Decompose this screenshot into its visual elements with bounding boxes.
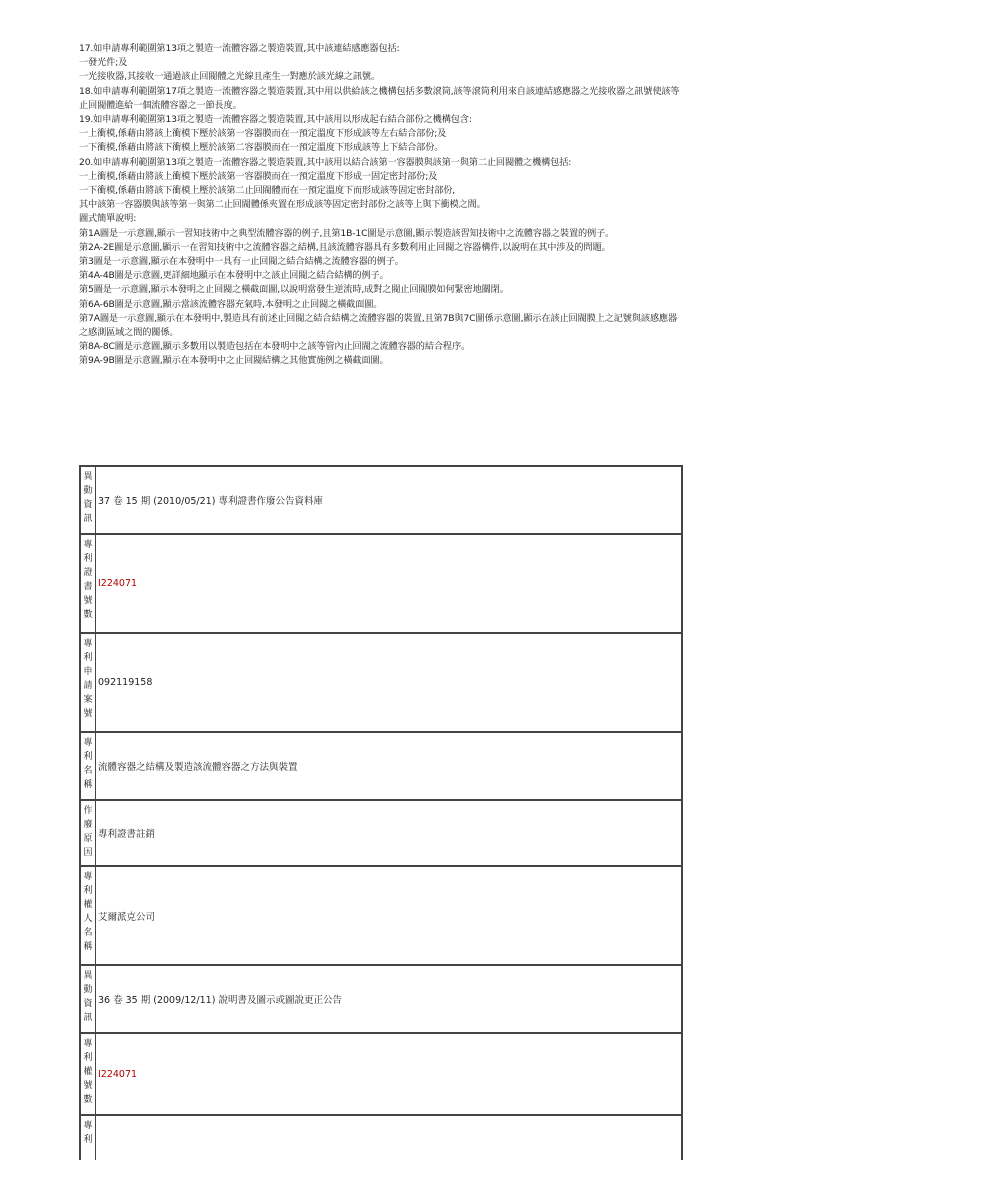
row-label: 專利名稱 xyxy=(81,733,96,799)
table-row xyxy=(81,733,681,801)
patent-right-number: I224071 xyxy=(98,1068,138,1080)
row-label: 專利權人名稱 xyxy=(81,867,96,964)
claim-19-item-2: 一下衝模,係藉由將該下衝模上壓於該第二容器膜而在一預定溫度下形成該等上下結合部份。 xyxy=(79,142,444,154)
claim-17-item-1: 一發光件;及 xyxy=(79,57,128,69)
table-row xyxy=(81,634,681,733)
table-row xyxy=(81,1116,681,1160)
table-row xyxy=(81,801,681,867)
figure-desc-1: 第1A圖是一示意圖,顯示一習知技術中之典型流體容器的例子,且第1B-1C圖是示意圖,顯示製造該習知技術中之流體容器之裝置的例子。 xyxy=(79,227,615,239)
claim-20-item-3: 其中該第一容器膜與該等第一與第二止回閥體係夾置在形成該等固定密封部份之該等上與下衝模之間。 xyxy=(79,199,486,211)
claim-19-item-1: 一上衝模,係藉由將該上衝模下壓於該第一容器膜而在一預定溫度下形成該等左右結合部份;及 xyxy=(79,128,447,140)
row-value: 36 卷 35 期 (2009/12/11) 說明書及圖示或圖說更正公告 xyxy=(98,995,342,1006)
row-label: 專利申請案號 xyxy=(81,634,96,731)
table-row xyxy=(81,535,681,634)
table-row xyxy=(81,467,681,535)
figure-desc-2: 第2A-2E圖是示意圖,顯示一在習知技術中之流體容器之結構,且該流體容器具有多數利用止回閥之容器構件,以說明在其中涉及的問題。 xyxy=(79,241,611,253)
figure-desc-4: 第4A-4B圖是示意圖,更詳細地顯示在本發明中之該止回閥之結合結構的例子。 xyxy=(79,270,389,282)
table-row xyxy=(81,1034,681,1116)
table-row xyxy=(81,966,681,1034)
figure-desc-9: 第9A-9B圖是示意圖,顯示在本發明中之止回閥結構之其他實施例之橫截面圖。 xyxy=(79,355,389,367)
figure-desc-5: 第5圖是一示意圖,顯示本發明之止回閥之橫截面圖,以說明當發生逆流時,成對之閥止回閥膜如何緊密地關閉。 xyxy=(79,284,509,296)
row-label: 專利證書號數 xyxy=(81,535,96,632)
row-label: 作廢原因 xyxy=(81,801,96,865)
claim-20: 20.如申請專利範圍第13項之製造一流體容器之製造裝置,其中該用以結合該第一容器膜與該第一與第二止回閥體之機構包括: xyxy=(79,156,572,168)
patent-title: 流體容器之結構及製造該流體容器之方法與裝置 xyxy=(98,762,298,773)
row-label: 專利 xyxy=(81,1116,96,1160)
document-body xyxy=(79,42,685,369)
claim-17-item-2: 一光接收器,其接收一通過該止回閥體之光線且產生一對應於該光線之訊號。 xyxy=(79,71,381,83)
claim-20-item-2: 一下衝模,係藉由將該下衝模上壓於該第二止回閥體而在一預定溫度下而形成該等固定密封部份, xyxy=(79,185,456,197)
patentee-name: 艾爾派克公司 xyxy=(98,911,156,923)
claim-18: 18.如申請專利範圍第17項之製造一流體容器之製造裝置,其中用以供給該之機構包括多數滾筒,該等滾筒利用來自該連結感應器之光接收器之訊號使該等止回閥體進給一個流體容器之一節長度。 xyxy=(79,85,680,111)
row-label: 異動資訊 xyxy=(81,966,96,1032)
figure-desc-7: 第7A圖是一示意圖,顯示在本發明中,製造具有前述止回閥之結合結構之流體容器的裝置,且第7B與7C圖係示意圖,顯示在該止回閥膜上之記號與該感應器之感測區域之間的關係。 xyxy=(79,312,678,339)
figure-desc-8: 第8A-8C圖是示意圖,顯示多數用以製造包括在本發明中之該等管內止回閥之流體容器的結合程序。 xyxy=(79,341,471,353)
figures-heading: 圖式簡單說明: xyxy=(79,213,137,225)
figure-desc-6: 第6A-6B圖是示意圖,顯示當該流體容器充氣時,本發明之止回閥之橫截面圖。 xyxy=(79,298,383,310)
row-value xyxy=(96,1116,681,1160)
figure-desc-3: 第3圖是一示意圖,顯示在本發明中一具有一止回閥之結合結構之流體容器的例子。 xyxy=(79,256,404,268)
row-label: 專利權號數 xyxy=(81,1034,96,1114)
claim-20-item-1: 一上衝模,係藉由將該上衝模下壓於該第一容器膜而在一預定溫度下形成一固定密封部份;及 xyxy=(79,170,438,182)
claim-19: 19.如申請專利範圍第13項之製造一流體容器之製造裝置,其中該用以形成起右結合部份之機構包含: xyxy=(79,114,472,126)
patent-info-table xyxy=(79,465,683,1160)
row-value: 37 卷 15 期 (2010/05/21) 專利證書作廢公告資料庫 xyxy=(98,496,323,507)
void-reason: 專利證書註銷 xyxy=(98,829,156,840)
claim-17: 17.如申請專利範圍第13項之製造一流體容器之製造裝置,其中該連結感應器包括: xyxy=(79,43,400,54)
patent-certificate-number: I224071 xyxy=(98,578,138,589)
application-number: 092119158 xyxy=(98,677,153,688)
row-label: 異動資訊 xyxy=(81,467,96,533)
table-row xyxy=(81,867,681,966)
